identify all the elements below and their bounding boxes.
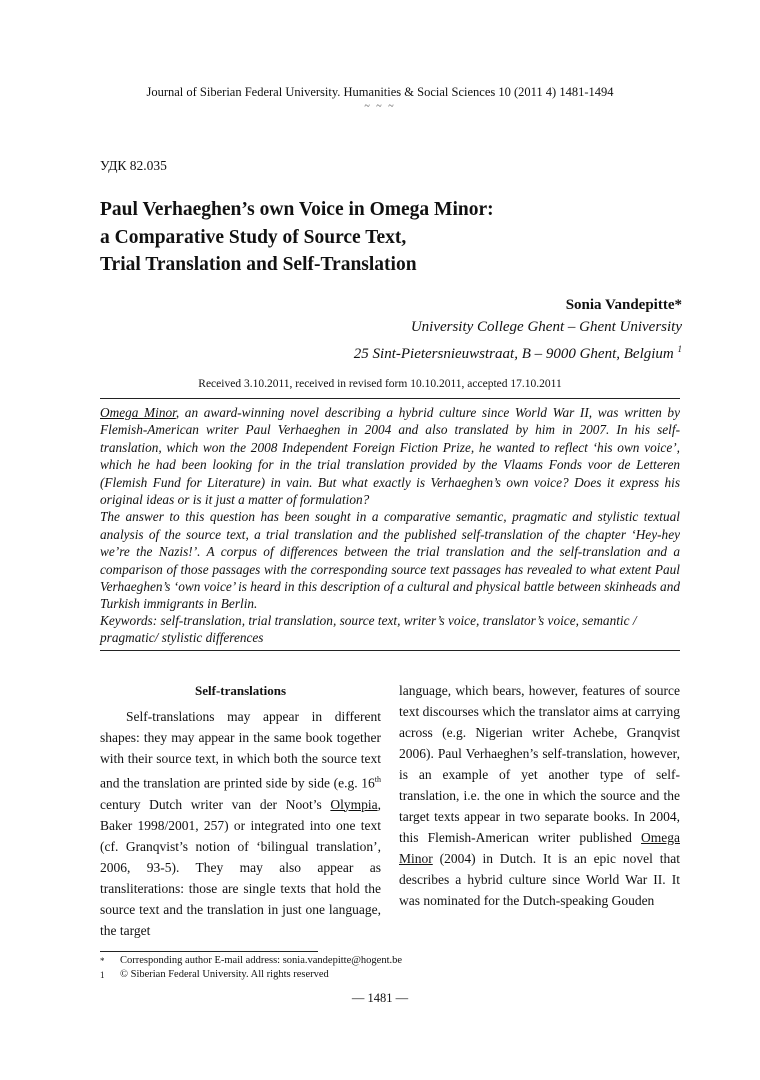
footnote-2 xyxy=(100,968,680,982)
journal-header: Journal of Siberian Federal University. Humanities & Social Sciences 10 (2011 4) 1481-1494 xyxy=(146,85,614,99)
body-text: language, which bears, however, features of source text discourses which the translator aims at carrying across (e.g. Nigerian writer Achebe, Granqvist 2006). Paul Verhaeghen’s self-translation, however, is an example of yet another type of self-translation, i.e. the one in which the source and the target texts appear in two separate books. In 2004, this Flemish-American writer published xyxy=(399,683,680,845)
body-text: , Baker 1998/2001, 257) or integrated into one text (cf. Granqvist’s notion of ‘bilingual translation’, 2006, 93-5). They may also appear as transliterations: those are single texts that hold the source text and the translation in just one language, the target xyxy=(100,796,381,938)
author-address-line xyxy=(354,338,682,365)
footnote-text: © Siberian Federal University. All rights reserved xyxy=(120,969,329,980)
abstract xyxy=(100,404,680,613)
author-affiliation: University College Ghent – Ghent University xyxy=(410,319,682,335)
body-column-right xyxy=(399,680,680,911)
section-heading: Self-translations xyxy=(195,683,286,698)
work-title-omega-minor: Omega Minor xyxy=(399,830,680,866)
footnote-mark: 1 xyxy=(100,970,105,980)
body-text: (2004) in Dutch. It is an epic novel that describes a hybrid culture since World War II. It was nominated for the Dutch-speaking Gouden xyxy=(399,851,680,908)
body-paragraph-left xyxy=(100,706,381,941)
footnote-mark: * xyxy=(100,956,105,966)
keywords-bottom-rule xyxy=(100,650,680,651)
title-line-3: Trial Translation and Self-Translation xyxy=(100,254,417,275)
header-ornament: ~ ~ ~ xyxy=(364,101,396,112)
abstract-paragraph-1 xyxy=(100,404,680,508)
keywords: Keywords: self-translation, trial translation, source text, writer’s voice, translator’s voice, semantic / pragmatic/ stylistic differences xyxy=(100,613,637,646)
footnote-rule xyxy=(100,951,318,952)
article-title xyxy=(100,196,680,279)
abstract-novel-title: Omega Minor xyxy=(100,405,176,420)
abstract-paragraph-2: The answer to this question has been sought in a comparative semantic, pragmatic and stylistic textual analysis of the source text, a trial translation and the published self-translation of the chapter ‘Hey-hey we’re the Nazis!’. A corpus of differences between the trial translation and the self-translation and a comparison of those passages with the corresponding source text passages has revealed to what extent Paul Verhaeghen’s ‘own voice’ is heard in this description of a cultural and physical battle between skinheads and Turkish immigrants in Berlin. xyxy=(100,509,680,612)
body-column-left xyxy=(100,680,381,941)
author-address: 25 Sint-Pietersnieuwstraat, B – 9000 Ghent, Belgium xyxy=(353,346,674,362)
author-name: Sonia Vandepitte* xyxy=(565,297,682,313)
udk-code: УДК 82.035 xyxy=(100,158,167,173)
body-text: century Dutch writer van der Noot’s xyxy=(100,796,331,812)
abstract-paragraph-1-text: , an award-winning novel describing a hybrid culture since World War II, was written by Flemish-American writer Paul Verhaeghen in 2004 and also translated by him in 2007. In his self-translation, which won the 2008 Independent Foreign Fiction Prize, he wanted to reflect ‘his own voice’, which he had been looking for in the trial translation provided by the Vlaams Fonds voor de Letteren (Flemish Fund for Literature) in vain. But what exactly is Verhaeghen’s own voice? Does it express his original ideas or is it just a matter of formulation? xyxy=(100,405,680,508)
footnotes xyxy=(100,954,680,982)
title-line-2: a Comparative Study of Source Text, xyxy=(100,226,407,248)
title-line-1: Paul Verhaeghen’s own Voice in Omega Minor: xyxy=(100,199,494,220)
work-title-olympia: Olympia xyxy=(330,796,378,812)
ordinal-superscript: th xyxy=(374,775,381,784)
author-block xyxy=(354,294,682,365)
body-paragraph-right xyxy=(399,680,680,911)
footnote-text: Corresponding author E-mail address: sonia.vandepitte@hogent.be xyxy=(120,955,403,966)
abstract-top-rule xyxy=(100,398,680,399)
footnote-1 xyxy=(100,954,680,968)
body-text: Self-translations may appear in different shapes: they may appear in the same book together with their source text, in which both the source text and the translation are printed side by side (e.g. 16 xyxy=(100,709,381,791)
received-dates: Received 3.10.2011, received in revised form 10.10.2011, accepted 17.10.2011 xyxy=(198,378,562,390)
page-number: — 1481 — xyxy=(351,991,409,1005)
address-footnote-mark: 1 xyxy=(677,344,682,354)
